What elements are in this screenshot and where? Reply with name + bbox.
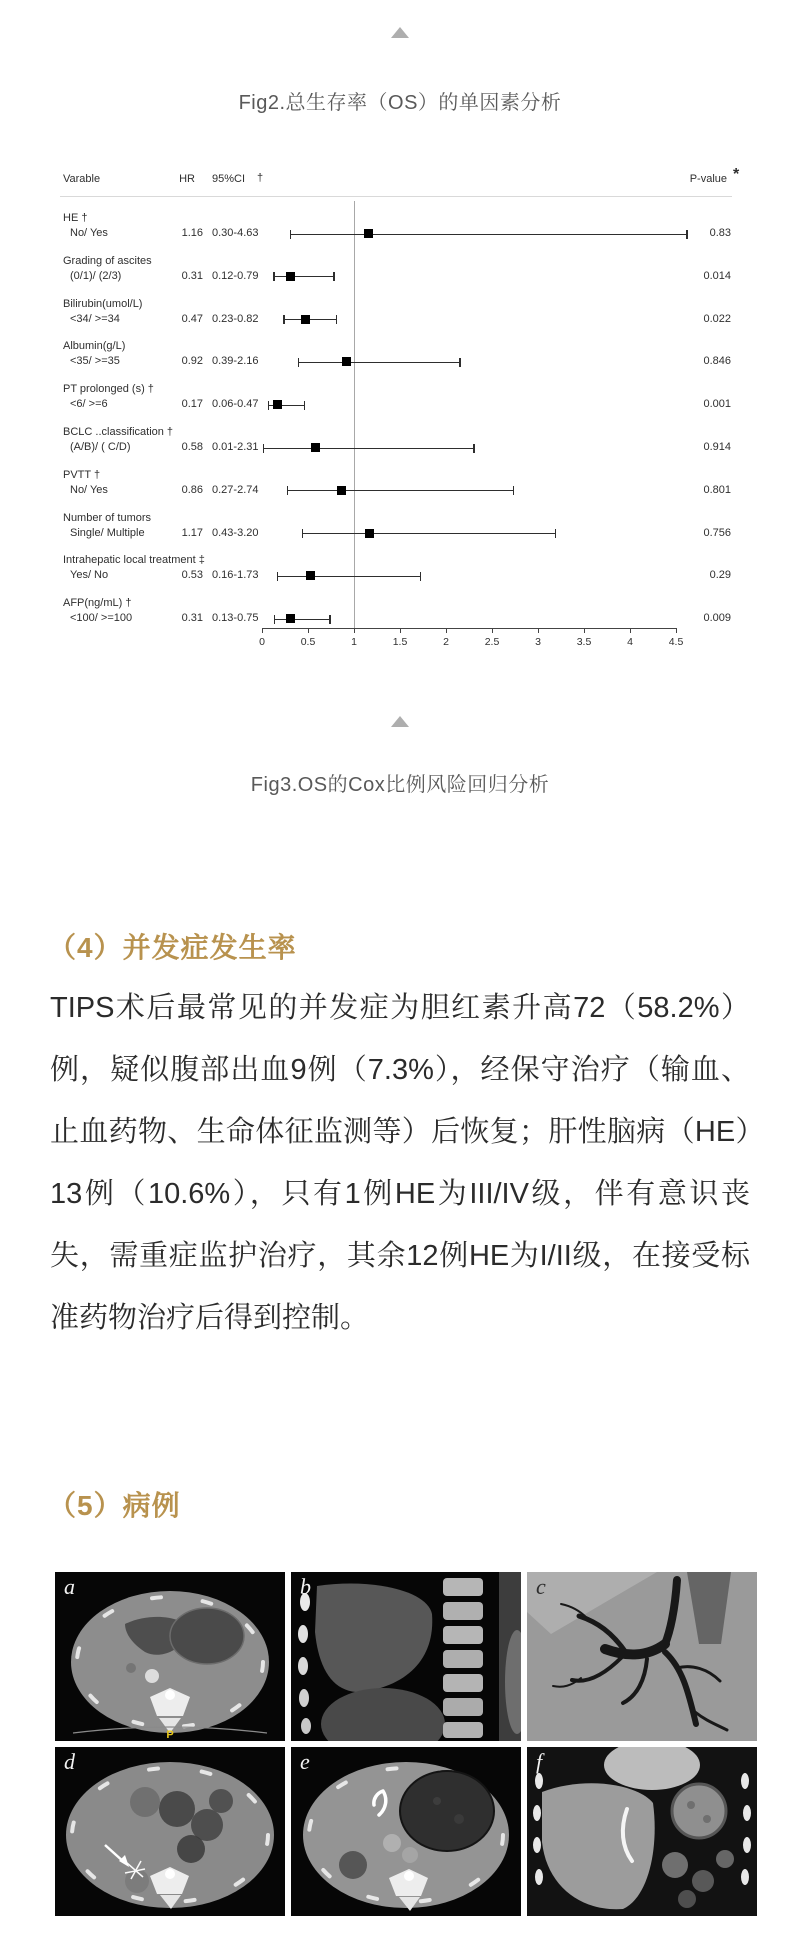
row-ci-value: 0.06-0.47	[212, 398, 259, 411]
axis-tick	[400, 629, 401, 633]
row-variable: Albumin(g/L)	[63, 340, 126, 353]
row-hr-value: 1.17	[181, 526, 203, 539]
confidence-interval-bar	[290, 234, 688, 235]
column-header-ci: 95%CI	[212, 173, 246, 185]
row-subgroup: No/ Yes	[70, 483, 108, 496]
confidence-interval-bar	[302, 533, 557, 534]
column-header-variable: Varable	[63, 173, 101, 185]
hr-point-marker	[306, 571, 315, 580]
hr-point-marker	[364, 229, 373, 238]
ct-image-d[interactable]	[55, 1747, 285, 1916]
row-variable: PVTT †	[63, 468, 101, 481]
ct-image-e[interactable]	[291, 1747, 521, 1916]
row-hr-value: 1.16	[181, 227, 203, 239]
hr-point-marker	[311, 443, 320, 452]
collapse-arrow-icon-top[interactable]	[391, 27, 409, 38]
coronal-ct-graphic	[291, 1572, 521, 1741]
row-ci-value: 0.12-0.79	[212, 269, 259, 282]
hr-point-marker	[286, 272, 295, 281]
row-hr-value: 0.92	[181, 355, 203, 368]
asterisk-symbol: *	[733, 166, 740, 183]
case-ct-image-grid	[55, 1572, 757, 1916]
axial-ct-graphic	[55, 1572, 285, 1741]
collapse-arrow-icon-middle[interactable]	[391, 716, 409, 727]
row-hr-value: 0.53	[181, 569, 203, 582]
row-p-value: 0.29	[709, 569, 731, 582]
forest-plot-rows	[45, 165, 745, 628]
hr-point-marker	[301, 315, 310, 324]
row-ci-value: 0.23-0.82	[212, 312, 259, 325]
fig3-caption: Fig3.OS的Cox比例风险回归分析	[250, 774, 550, 796]
row-subgroup: <35/ >=35	[70, 355, 120, 368]
orientation-marker-p: P	[166, 1729, 174, 1741]
confidence-interval-bar	[283, 319, 337, 320]
row-variable: HE †	[63, 212, 88, 224]
section-heading-cases: （5）病例	[48, 1490, 181, 1522]
row-ci-value: 0.13-0.75	[212, 612, 259, 625]
row-ci-value: 0.16-1.73	[212, 569, 259, 582]
panel-label-a: a	[64, 1574, 75, 1599]
row-subgroup: Single/ Multiple	[70, 526, 145, 539]
hr-point-marker	[342, 357, 351, 366]
axis-tick-label: 2.5	[484, 636, 500, 648]
row-variable: BCLC ..classification †	[63, 426, 174, 438]
row-hr-value: 0.17	[181, 398, 203, 411]
ct-image-b[interactable]	[291, 1572, 521, 1741]
row-p-value: 0.001	[703, 398, 731, 411]
confidence-interval-bar	[287, 490, 514, 491]
confidence-interval-bar	[277, 576, 421, 577]
column-header-hr: HR	[179, 173, 195, 185]
row-ci-value: 0.01-2.31	[212, 441, 259, 453]
axis-tick	[446, 629, 447, 633]
row-subgroup: <6/ >=6	[70, 398, 108, 411]
panel-label-c: c	[536, 1574, 546, 1599]
axial-ct-stent-graphic	[291, 1747, 521, 1916]
hr-point-marker	[286, 614, 295, 623]
axis-tick-label: 0.5	[300, 636, 316, 648]
confidence-interval-bar	[274, 619, 331, 620]
row-p-value: 0.009	[703, 612, 731, 625]
axis-tick-label: 2	[443, 636, 449, 648]
axial-ct-arrow-graphic	[55, 1747, 285, 1916]
dagger-symbol: †	[257, 172, 264, 184]
axis-tick-label: 0	[259, 636, 265, 648]
row-variable: Intrahepatic local treatment ‡	[63, 554, 205, 567]
confidence-interval-bar	[263, 448, 475, 449]
row-p-value: 0.022	[703, 312, 731, 325]
portal-venogram-graphic	[527, 1572, 757, 1741]
ct-image-a[interactable]	[55, 1572, 285, 1741]
row-subgroup: Yes/ No	[70, 569, 109, 582]
axis-tick-label: 1.5	[392, 636, 408, 648]
ct-image-c[interactable]	[527, 1572, 757, 1741]
axis-tick	[630, 629, 631, 633]
row-subgroup: No/ Yes	[70, 227, 108, 239]
coronal-ct-stent-graphic	[527, 1747, 757, 1916]
row-p-value: 0.014	[703, 269, 731, 282]
row-hr-value: 0.47	[181, 312, 203, 325]
section-heading-complication-rate: （4）并发症发生率	[48, 932, 297, 964]
hr-point-marker	[337, 486, 346, 495]
row-variable: PT prolonged (s) †	[63, 383, 154, 396]
row-variable: AFP(ng/mL) †	[63, 597, 132, 610]
axis-tick-label: 4	[627, 636, 633, 648]
axis-tick-label: 3.5	[576, 636, 592, 648]
x-axis-line	[262, 628, 677, 629]
panel-label-f: f	[536, 1749, 543, 1774]
panel-label-d: d	[64, 1749, 75, 1774]
row-ci-value: 0.30-4.63	[212, 227, 259, 239]
row-ci-value: 0.27-2.74	[212, 483, 259, 496]
row-variable: Bilirubin(umol/L)	[63, 297, 143, 310]
row-hr-value: 0.58	[181, 441, 203, 453]
row-hr-value: 0.86	[181, 483, 203, 496]
row-ci-value: 0.43-3.20	[212, 526, 259, 539]
row-subgroup: <34/ >=34	[70, 312, 120, 325]
axis-tick-label: 1	[351, 636, 357, 648]
panel-label-b: b	[300, 1574, 311, 1599]
forest-plot-figure[interactable]	[45, 165, 745, 665]
axis-tick	[538, 629, 539, 633]
axis-tick-label: 3	[535, 636, 541, 648]
ct-image-f[interactable]	[527, 1747, 757, 1916]
axis-tick	[308, 629, 309, 633]
row-hr-value: 0.31	[181, 269, 203, 282]
row-variable: Number of tumors	[63, 511, 152, 524]
column-header-pvalue: P-value	[689, 173, 727, 185]
hr-point-marker	[273, 400, 282, 409]
axis-tick	[492, 629, 493, 633]
row-p-value: 0.801	[703, 483, 731, 496]
row-hr-value: 0.31	[181, 612, 203, 625]
axis-tick	[262, 629, 263, 633]
row-p-value: 0.846	[703, 355, 731, 368]
axis-tick	[584, 629, 585, 633]
row-p-value: 0.914	[703, 441, 731, 453]
row-p-value: 0.756	[703, 526, 731, 539]
axis-tick-label: 4.5	[668, 636, 684, 648]
row-subgroup: <100/ >=100	[70, 612, 133, 625]
axis-tick	[354, 629, 355, 633]
row-variable: Grading of ascites	[63, 254, 152, 267]
hr-point-marker	[365, 529, 374, 538]
row-subgroup: (0/1)/ (2/3)	[70, 269, 122, 282]
body-paragraph-complications: TIPS术后最常见的并发症为胆红素升高72（58.2%）例，疑似腹部出血9例（7.3%），经保守治疗（输血、止血药物、生命体征监测等）后恢复；肝性脑病（HE）13例（10.6%），只有1例HE为III/IV级，伴有意识丧失，需重症监护治疗，其余12例HE为I/II级，在接受标准药物治疗后得到控制。	[50, 992, 750, 1334]
x-axis	[45, 628, 745, 658]
panel-label-e: e	[300, 1749, 310, 1774]
confidence-interval-bar	[298, 362, 461, 363]
row-ci-value: 0.39-2.16	[212, 355, 259, 368]
fig2-caption: Fig2.总生存率（OS）的单因素分析	[238, 92, 562, 114]
axis-tick	[676, 629, 677, 633]
confidence-interval-bar	[273, 276, 335, 277]
row-subgroup: (A/B)/ ( C/D)	[70, 441, 131, 453]
row-p-value: 0.83	[709, 227, 731, 239]
